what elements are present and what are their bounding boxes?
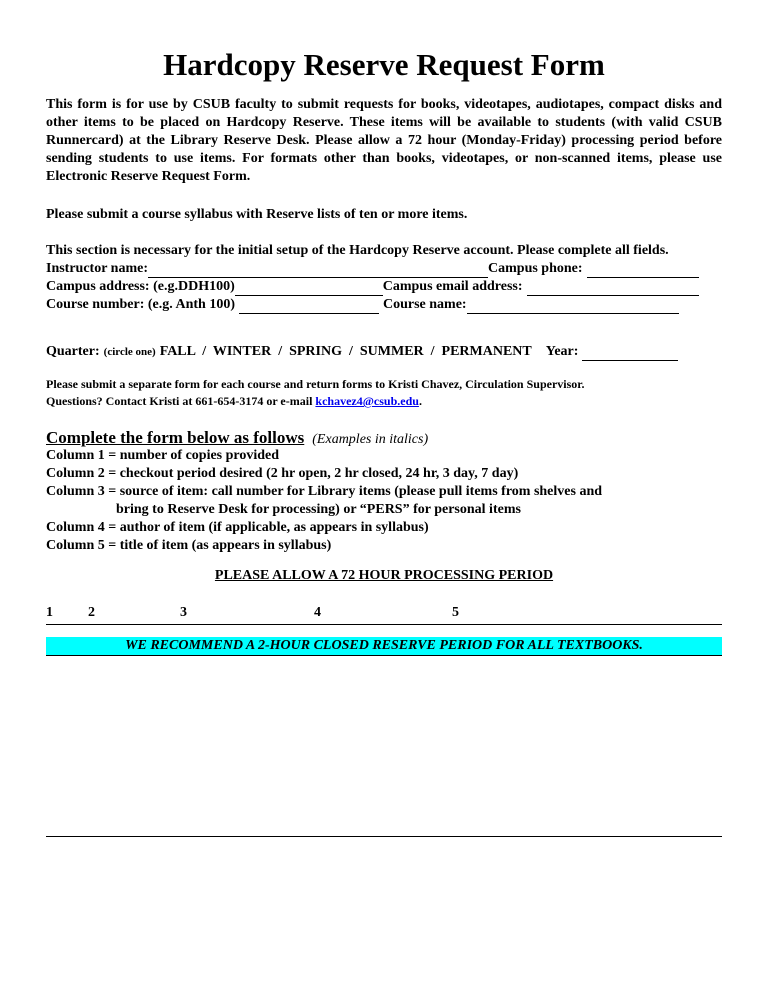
entry-area-bottom-rule bbox=[46, 836, 722, 837]
course-name-label: Course name: bbox=[383, 297, 467, 312]
page-title: Hardcopy Reserve Request Form bbox=[163, 47, 605, 82]
syllabus-note: Please submit a course syllabus with Reserve lists of ten or more items. bbox=[46, 207, 468, 222]
campus-email-label: Campus email address: bbox=[382, 279, 523, 294]
email-link[interactable]: kchavez4@csub.edu bbox=[315, 394, 419, 408]
column-number-1: 1 bbox=[46, 605, 53, 620]
column-4-desc: Column 4 = author of item (if applicable, as appears in syllabus) bbox=[46, 520, 429, 535]
column-3-desc-cont: bring to Reserve Desk for processing) or “PERS” for personal items bbox=[116, 502, 521, 517]
address-row bbox=[46, 278, 722, 296]
column-number-4: 4 bbox=[314, 605, 321, 620]
column-3-desc: Column 3 = source of item: call number for Library items (please pull items from shelves and bbox=[46, 484, 603, 499]
course-number-field[interactable] bbox=[239, 299, 379, 314]
questions-note bbox=[46, 393, 722, 410]
examples-note: (Examples in italics) bbox=[312, 432, 429, 447]
column-2-desc: Column 2 = checkout period desired (2 hr open, 2 hr closed, 24 hr, 3 day, 7 day) bbox=[46, 466, 519, 481]
campus-address-field[interactable] bbox=[235, 281, 383, 296]
column-5-desc: Column 5 = title of item (as appears in syllabus) bbox=[46, 538, 332, 553]
quarter-hint: (circle one) bbox=[103, 346, 156, 358]
textbook-recommendation-banner: WE RECOMMEND A 2-HOUR CLOSED RESERVE PERIOD FOR ALL TEXTBOOKS. bbox=[46, 637, 722, 656]
complete-heading-row bbox=[46, 428, 428, 448]
questions-period: . bbox=[418, 394, 422, 408]
setup-section bbox=[46, 242, 722, 314]
campus-email-field[interactable] bbox=[527, 281, 699, 296]
course-number-label: Course number: (e.g. Anth 100) bbox=[46, 297, 235, 312]
setup-note: This section is necessary for the initial setup of the Hardcopy Reserve account. Please complete all fields. bbox=[46, 243, 669, 258]
column-number-2: 2 bbox=[88, 605, 95, 620]
questions-text: Questions? Contact Kristi at 661-654-3174 or e-mail bbox=[46, 394, 316, 408]
instructor-row bbox=[46, 260, 722, 278]
complete-heading: Complete the form below as follows bbox=[46, 428, 305, 447]
column-1-desc: Column 1 = number of copies provided bbox=[46, 448, 280, 463]
instructor-name-field[interactable] bbox=[148, 263, 488, 278]
quarter-row bbox=[46, 343, 722, 361]
instructor-name-label: Instructor name: bbox=[46, 261, 149, 276]
campus-address-label: Campus address: (e.g.DDH100) bbox=[46, 279, 235, 294]
year-label: Year: bbox=[545, 344, 579, 359]
course-name-field[interactable] bbox=[467, 299, 679, 314]
quarter-label: Quarter: bbox=[46, 344, 100, 359]
year-field[interactable] bbox=[582, 346, 678, 361]
processing-notice: PLEASE ALLOW A 72 HOUR PROCESSING PERIOD bbox=[214, 568, 554, 583]
column-number-3: 3 bbox=[180, 605, 187, 620]
campus-phone-field[interactable] bbox=[587, 263, 699, 278]
separate-form-note: Please submit a separate form for each course and return forms to Kristi Chavez, Circulation Supervisor. bbox=[46, 377, 585, 391]
contact-notes bbox=[46, 376, 722, 410]
course-row bbox=[46, 296, 722, 314]
quarter-options[interactable]: FALL / WINTER / SPRING / SUMMER / PERMANENT bbox=[159, 344, 532, 359]
campus-phone-label: Campus phone: bbox=[488, 261, 583, 276]
column-number-5: 5 bbox=[452, 605, 459, 620]
column-header-row bbox=[46, 604, 722, 625]
intro-paragraph: This form is for use by CSUB faculty to submit requests for books, videotapes, audiotapes, compact disks and other items to be placed on Hardcopy Reserve. These items will be available to students (with valid CSUB Runnercard) at the Library Reserve Desk. Please allow a 72 hour (Monday-Friday) processing period before sending students to use items. For formats other than books, videotapes, or non-scanned items, please use Electronic Reserve Request Form. bbox=[46, 97, 722, 184]
column-instructions bbox=[46, 447, 722, 555]
